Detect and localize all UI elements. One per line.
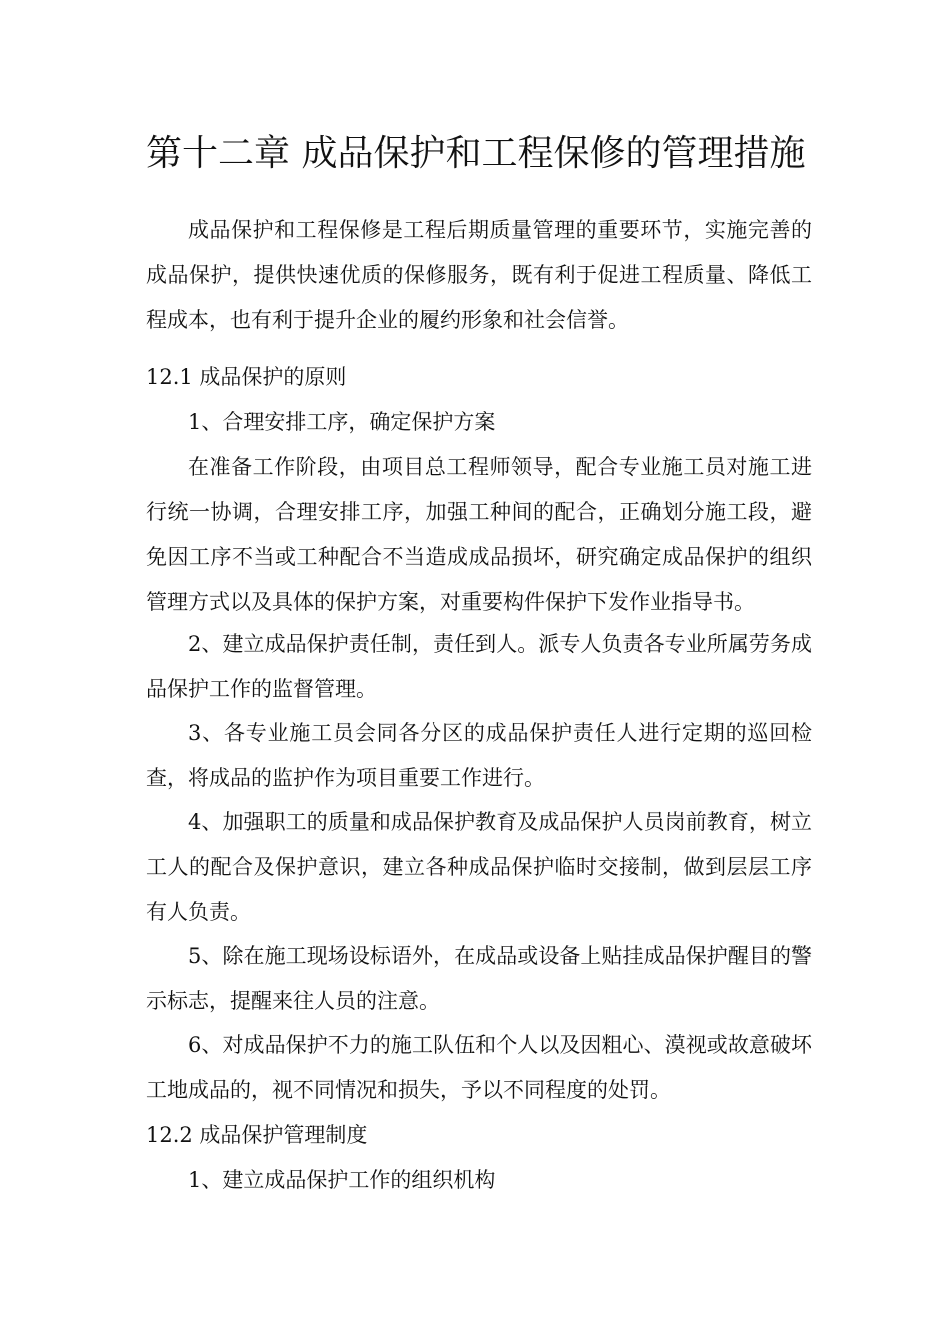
section1-item-3: 3、各专业施工员会同各分区的成品保护责任人进行定期的巡回检查，将成品的监护作为项目重要工作进行。 [146,721,812,790]
intro-paragraph: 成品保护和工程保修是工程后期质量管理的重要环节，实施完善的成品保护，提供快速优质的保修服务，既有利于促进工程质量、降低工程成本，也有利于提升企业的履约形象和社会信誉。 [146,218,812,332]
chapter-title: 第十二章 成品保护和工程保修的管理措施 [146,133,806,174]
section1-item-4: 4、加强职工的质量和成品保护教育及成品保护人员岗前教育，树立工人的配合及保护意识，建立各种成品保护临时交接制，做到层层工序有人负责。 [146,810,812,924]
section-heading-12-2: 12.2 成品保护管理制度 [146,1123,368,1147]
section1-paragraph-1: 在准备工作阶段，由项目总工程师领导，配合专业施工员对施工进行统一协调，合理安排工序，加强工种间的配合，正确划分施工段，避免因工序不当或工种配合不当造成成品损坏，研究确定成品保护的组织管理方式以及具体的保护方案，对重要构件保护下发作业指导书。 [146,455,812,614]
section1-item-1: 1、合理安排工序，确定保护方案 [188,410,496,434]
section1-item-2: 2、建立成品保护责任制，责任到人。派专人负责各专业所属劳务成品保护工作的监督管理。 [146,632,812,701]
section1-item-6: 6、对成品保护不力的施工队伍和个人以及因粗心、漠视或故意破坏工地成品的，视不同情况和损失，予以不同程度的处罚。 [146,1033,812,1102]
section-heading-12-1: 12.1 成品保护的原则 [146,365,347,389]
section1-item-5: 5、除在施工现场设标语外，在成品或设备上贴挂成品保护醒目的警示标志，提醒来往人员的注意。 [146,944,812,1013]
section2-item-1: 1、建立成品保护工作的组织机构 [188,1168,496,1192]
